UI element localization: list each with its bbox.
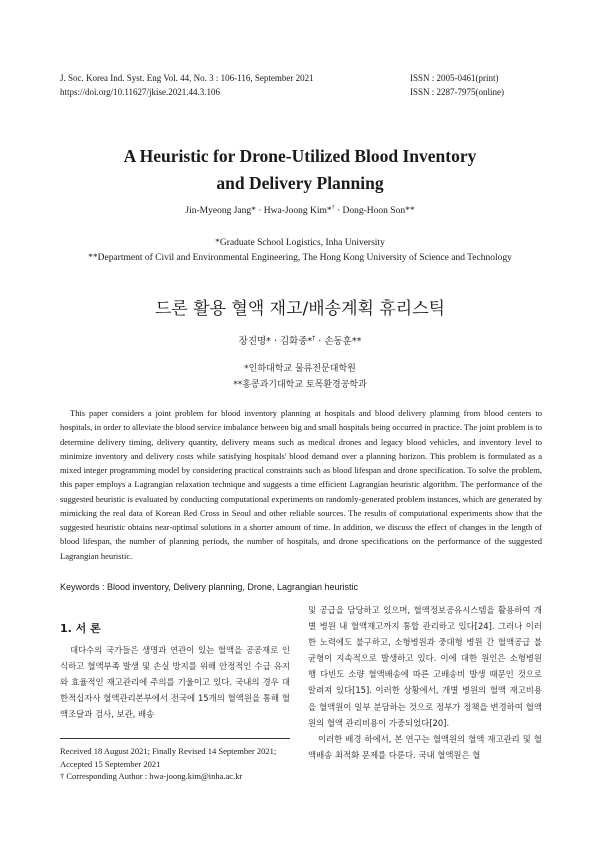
journal-header-left bbox=[60, 71, 314, 99]
author-separator: · bbox=[315, 336, 325, 347]
abstract: This paper considers a joint problem for blood inventory planning at hospitals and blood delivery planning from blood centers to hospitals, in order to alleviate the blood service imbalance between big and small hospitals being occurred in practice. The joint problem is to determine delivery timing, delivery quantity, delivery means such as medical drones and legacy blood vehicles, and inventory level to minimize inventory and delivery costs while satisfying hospitals' blood demand over a planning horizon. This problem is formulated as a mixed integer programming model by considering practical constraints such as blood lifespan and drone specification. To solve the problem, this paper employs a Lagrangian relaxation technique and suggests a time efficient Lagrangian heuristic algorithm. The performance of the suggested heuristic is evaluated by conducting computational experiments on randomly-generated problem instances, which are generated by mimicking the real data of Korean Red Cross in Seoul and other reliable sources. The results of computational experiments show that the suggested heuristic obtains near-optimal solutions in a shorter amount of time. In addition, we discuss the effect of changes in the length of blood lifespan, the number of planning periods, the number of hospitals, and drone specifications on the performance of the suggested Lagrangian heuristic. bbox=[60, 408, 542, 561]
section-heading-introduction: 1. 서 론 bbox=[60, 622, 101, 635]
korean-title: 드론 활용 혈액 재고/배송계획 휴리스틱 bbox=[154, 299, 446, 319]
issn-online: ISSN : 2287-7975(online) bbox=[410, 87, 504, 97]
left-column-text: 대다수의 국가들은 생명과 연관이 있는 혈액을 공공재로 인식하고 혈액부족 발생 및 손실 방지를 위해 안정적인 수급 유지와 효율적인 재고관리에 주의를 기울이고 있다. 국내의 경우 대한적십자사 혈액관리본부에서 전국에 15개의 혈액원을 통해 혈액조달과 검사, 보관, 배송 bbox=[60, 645, 290, 720]
paragraph: 및 공급을 담당하고 있으며, 혈액정보공유시스템을 활용하여 개별 병원 내 혈액재고까지 통합 관리하고 있다[24]. 그러나 이러한 노력에도 불구하고, 소형병원과 중대형 병원 간 혈액공급 불균형이 지속적으로 발생하고 있다. 이에 대한 원인은 소형병원 행 다빈도 소량 혈액배송에 따른 고배송비 발생 때문인 것으로 알려져 있다[15]. 이러한 상황에서, 개별 병원의 혈액 재고비용을 혈액원이 일부 분담하는 것으로 정부가 정책을 변경하여 혈액원의 혈액 관리비용이 가중되었다[20]. bbox=[308, 605, 542, 728]
keywords: Keywords : Blood inventory, Delivery planning, Drone, Lagrangian heuristic bbox=[60, 582, 358, 592]
english-affiliations bbox=[0, 236, 600, 266]
english-title-line-1: A Heuristic for Drone-Utilized Blood Inventory bbox=[123, 146, 477, 166]
received-date: Received 18 August 2021; Finally Revised 14 September 2021; bbox=[60, 746, 277, 756]
accepted-date: Accepted 15 September 2021 bbox=[60, 758, 161, 769]
affiliation-2: **Department of Civil and Environmental Engineering, The Hong Kong University of Science and Technology bbox=[88, 253, 512, 263]
author-1-ko: 장진명* bbox=[238, 336, 271, 347]
affiliation-2-ko: **홍콩과기대학교 토목환경공학과 bbox=[233, 380, 367, 390]
english-title bbox=[0, 143, 600, 197]
affiliation-1: *Graduate School Logistics, Inha University bbox=[215, 238, 385, 248]
corresponding-author: † Corresponding Author : hwa-joong.kim@inha.ac.kr bbox=[60, 771, 243, 781]
footnote-divider bbox=[60, 738, 290, 739]
issn-print: ISSN : 2005-0461(print) bbox=[410, 73, 499, 83]
corresponding-mark: † bbox=[312, 334, 316, 342]
author-3-ko: 손동훈** bbox=[324, 336, 362, 347]
doi-link[interactable]: https://doi.org/10.11627/jkise.2021.44.3.106 bbox=[60, 87, 221, 97]
english-title-line-2: and Delivery Planning bbox=[216, 173, 384, 193]
paragraph: 이러한 배경 하에서, 본 연구는 혈액원의 혈액 재고관리 및 혈액배송 최적화 문제를 다룬다. 국내 혈액원은 혈 bbox=[308, 733, 542, 760]
korean-affiliations bbox=[0, 361, 600, 393]
journal-header-right bbox=[410, 71, 504, 99]
author-1: Jin-Myeong Jang* bbox=[185, 206, 256, 217]
author-2: Hwa-Joong Kim* bbox=[263, 206, 332, 217]
right-column-text bbox=[308, 602, 542, 763]
author-separator: · bbox=[255, 206, 264, 217]
corresponding-mark: † bbox=[331, 205, 335, 211]
author-2-ko: 김화중* bbox=[279, 336, 313, 347]
korean-authors bbox=[0, 333, 600, 347]
english-authors bbox=[0, 205, 600, 216]
author-separator: · bbox=[270, 336, 280, 347]
affiliation-1-ko: *인하대학교 물류전문대학원 bbox=[244, 364, 356, 374]
footnotes bbox=[60, 745, 290, 783]
journal-citation: J. Soc. Korea Ind. Syst. Eng Vol. 44, No. 3 : 106-116, September 2021 bbox=[60, 73, 314, 83]
author-separator: · bbox=[334, 206, 343, 217]
author-3: Dong-Hoon Son** bbox=[342, 206, 415, 217]
